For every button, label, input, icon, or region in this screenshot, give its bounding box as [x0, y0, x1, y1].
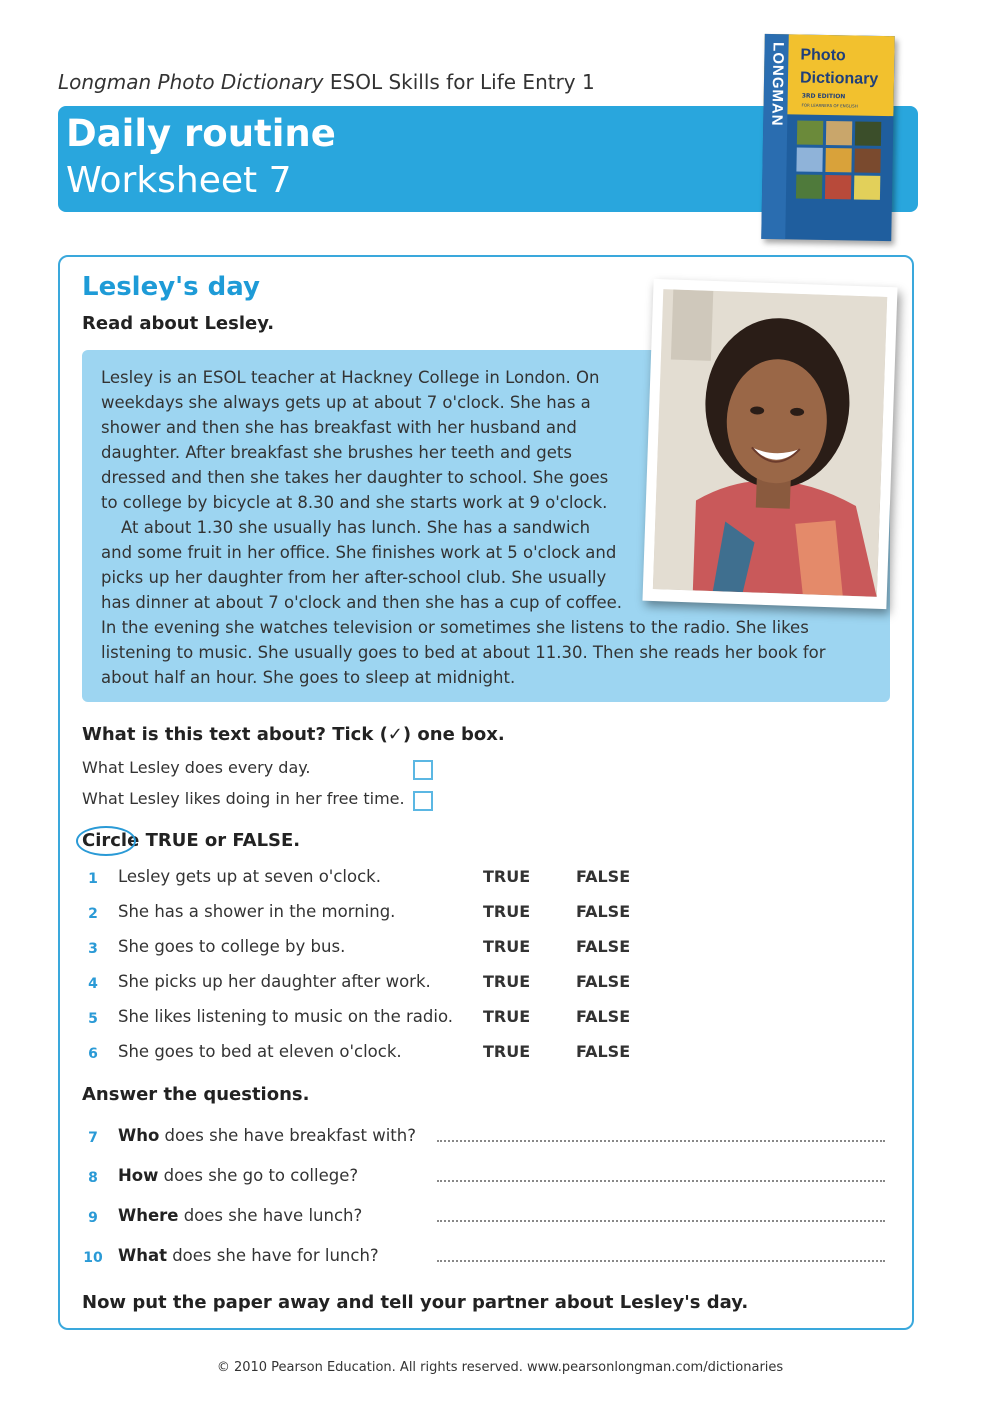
book-photo-tile	[854, 148, 880, 172]
question-number: 7	[88, 1130, 98, 1146]
worksheet-number: Worksheet 7	[66, 160, 292, 201]
true-option-3[interactable]: TRUE	[483, 937, 531, 956]
question-wh-word: Who	[118, 1126, 160, 1145]
circle-word: Circle	[82, 830, 140, 851]
book-photo-tile	[796, 174, 822, 198]
false-option-5[interactable]: FALSE	[576, 1007, 631, 1026]
dictionary-name: Longman Photo Dictionary	[58, 70, 324, 94]
statement-number: 6	[88, 1046, 98, 1062]
tick-option-label-2: What Lesley likes doing in her free time.	[82, 789, 405, 808]
book-photo-tile	[796, 147, 822, 171]
false-option-1[interactable]: FALSE	[576, 867, 631, 886]
statement-number: 1	[88, 871, 98, 887]
book-title-line1: Photo	[800, 46, 846, 65]
false-option-2[interactable]: FALSE	[576, 902, 631, 921]
book-photo-tile	[855, 121, 881, 145]
true-option-5[interactable]: TRUE	[483, 1007, 531, 1026]
statement-text: Lesley gets up at seven o'clock.	[118, 867, 381, 886]
book-photo-tile	[825, 148, 851, 172]
statement-number: 5	[88, 1011, 98, 1027]
question-rest: does she go to college?	[158, 1166, 359, 1185]
lesley-photo-image	[653, 289, 887, 597]
reading-paragraph-1: Lesley is an ESOL teacher at Hackney College in London. On weekdays she always gets up at about 7 o'clock. She has a shower and then she has breakfast with her husband and daughter. After breakfast she brushes her teeth and gets dressed and then she takes her daughter to school. She goes to college by bicycle at 8.30 and she starts work at 9 o'clock.	[101, 368, 609, 512]
book-photo-tile	[797, 120, 823, 144]
question-wh-word: Where	[118, 1206, 179, 1225]
book-photo-tile	[854, 175, 880, 199]
answer-line-10[interactable]	[437, 1260, 885, 1262]
book-cover-image	[761, 34, 895, 241]
false-option-6[interactable]: FALSE	[576, 1042, 631, 1061]
statement-text: She goes to college by bus.	[118, 937, 346, 956]
book-photo-tile	[826, 121, 852, 145]
circle-mark	[76, 826, 136, 856]
book-photo-tile	[825, 175, 851, 199]
question-text	[118, 1206, 362, 1225]
book-brand: LONGMAN	[768, 41, 787, 127]
statement-text: She picks up her daughter after work.	[118, 972, 431, 991]
question-rest: does she have breakfast with?	[159, 1126, 416, 1145]
page-title: Daily routine	[66, 112, 336, 155]
book-tagline: FOR LEARNERS OF ENGLISH	[801, 102, 858, 109]
portrait-illustration	[653, 289, 887, 597]
question-wh-word: How	[118, 1166, 159, 1185]
question-number: 9	[88, 1210, 98, 1226]
closing-instruction: Now put the paper away and tell your partner about Lesley's day.	[82, 1292, 749, 1313]
section-title: Lesley's day	[82, 272, 260, 302]
tick-question: What is this text about? Tick (✓) one box.	[82, 724, 505, 745]
book-photo-grid	[796, 120, 887, 200]
copyright-footer: © 2010 Pearson Education. All rights reserved. www.pearsonlongman.com/dictionaries	[216, 1360, 784, 1375]
statement-text: She goes to bed at eleven o'clock.	[118, 1042, 402, 1061]
statement-number: 4	[88, 976, 98, 992]
true-option-2[interactable]: TRUE	[483, 902, 531, 921]
question-text	[118, 1126, 416, 1145]
tick-checkbox-2[interactable]	[413, 791, 433, 811]
book-edition: 3RD EDITION	[801, 92, 846, 101]
series-name: ESOL Skills for Life Entry 1	[323, 70, 595, 94]
reading-paragraph-2: At about 1.30 she usually has lunch. She has a sandwich and some fruit in her office. She finishes work at 5 o'clock and picks up her daughter from her after-school club. She usually has dinner at about 7 o'clock and then she has a cup of coffee. In the evening she watches television or sometimes she listens to the radio. She likes listening to music. She usually goes to bed at about 11.30. Then she reads her book for about half an hour. She goes to sleep at midnight.	[101, 518, 826, 687]
tick-option-label-1: What Lesley does every day.	[82, 758, 311, 777]
question-number: 8	[88, 1170, 98, 1186]
worksheet-series-title	[58, 70, 595, 94]
book-title-line2: Dictionary	[799, 69, 879, 88]
answer-line-9[interactable]	[437, 1220, 885, 1222]
question-wh-word: What	[118, 1246, 167, 1265]
statement-number: 3	[88, 941, 98, 957]
question-number: 10	[83, 1250, 103, 1266]
true-option-1[interactable]: TRUE	[483, 867, 531, 886]
lesley-photo	[642, 279, 897, 609]
true-option-4[interactable]: TRUE	[483, 972, 531, 991]
statement-text: She likes listening to music on the radio.	[118, 1007, 454, 1026]
question-text	[118, 1246, 379, 1265]
true-false-heading-rest: TRUE or FALSE.	[139, 830, 301, 851]
statement-text: She has a shower in the morning.	[118, 902, 396, 921]
true-option-6[interactable]: TRUE	[483, 1042, 531, 1061]
answer-line-8[interactable]	[437, 1180, 885, 1182]
question-rest: does she have lunch?	[178, 1206, 363, 1225]
answer-line-7[interactable]	[437, 1140, 885, 1142]
statement-number: 2	[88, 906, 98, 922]
tick-checkbox-1[interactable]	[413, 760, 433, 780]
question-rest: does she have for lunch?	[166, 1246, 379, 1265]
read-instruction: Read about Lesley.	[82, 313, 275, 334]
false-option-3[interactable]: FALSE	[576, 937, 631, 956]
question-text	[118, 1166, 358, 1185]
answer-heading: Answer the questions.	[82, 1084, 310, 1105]
false-option-4[interactable]: FALSE	[576, 972, 631, 991]
